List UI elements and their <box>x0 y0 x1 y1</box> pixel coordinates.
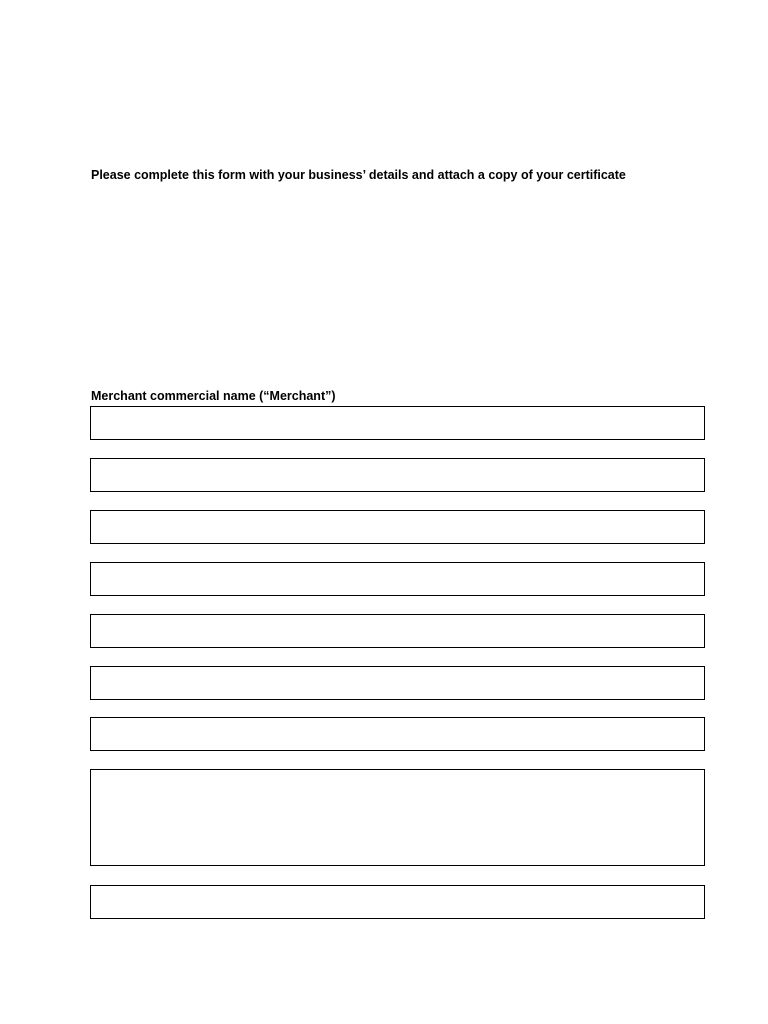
form-instructions: Please complete this form with your business’ details and attach a copy of your certificate <box>91 168 626 182</box>
form-field-7[interactable] <box>90 717 705 751</box>
form-field-3[interactable] <box>90 510 705 544</box>
form-field-9[interactable] <box>90 885 705 919</box>
form-field-6[interactable] <box>90 666 705 700</box>
form-field-4[interactable] <box>90 562 705 596</box>
merchant-name-label: Merchant commercial name (“Merchant”) <box>91 389 336 403</box>
form-field-8-multiline[interactable] <box>90 769 705 866</box>
form-field-2[interactable] <box>90 458 705 492</box>
form-field-5[interactable] <box>90 614 705 648</box>
merchant-name-field[interactable] <box>90 406 705 440</box>
